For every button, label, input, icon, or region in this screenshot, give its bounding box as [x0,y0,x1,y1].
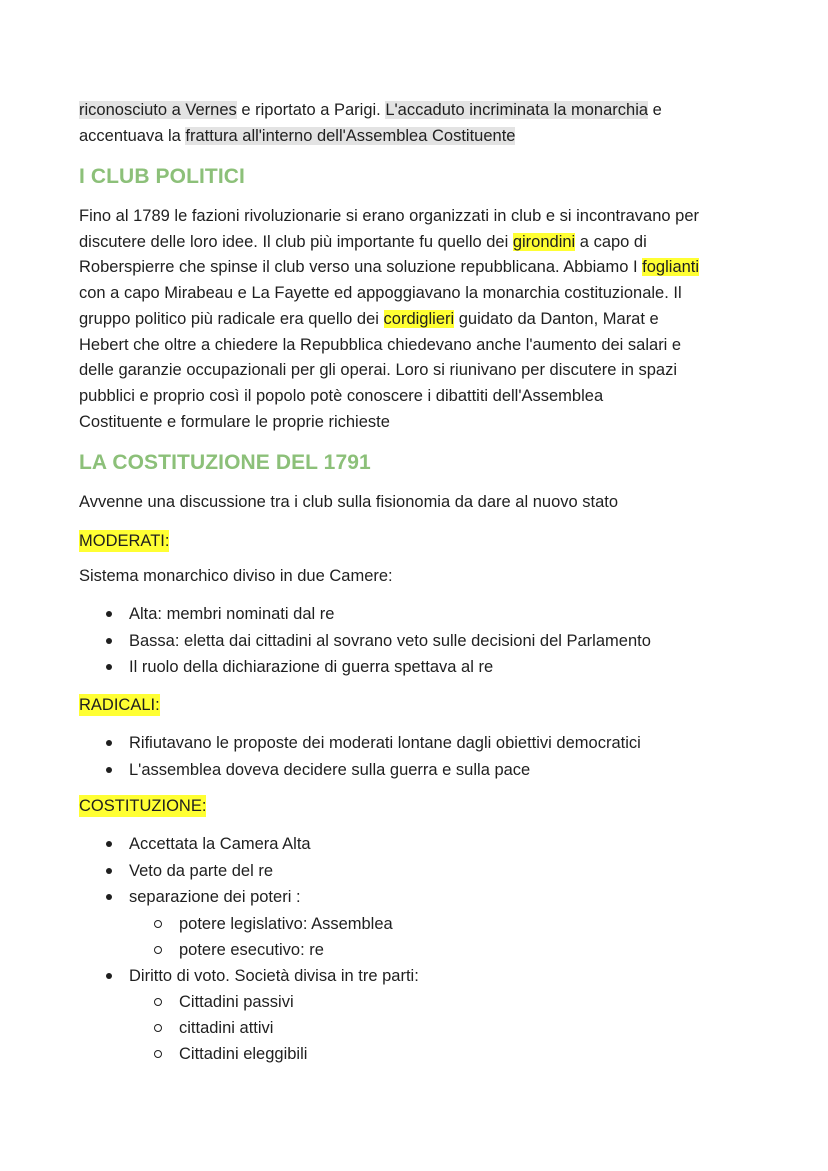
text-run: e riportato a Parigi. [236,101,386,119]
list-item-text: separazione dei poteri : [129,888,301,906]
club-line [79,358,759,384]
text-run: Roberspierre che spinse il club verso una soluzione repubblicana. Abbiamo I [79,258,643,277]
intro-line-2 [79,124,759,150]
list-item: Veto da parte del re [106,858,419,885]
sub-list-item: cittadini attivi [154,1015,419,1041]
text-run: pubblici e proprio così il popolo potè conoscere i dibattiti dell'Assemblea [79,386,604,405]
club-line [79,281,759,307]
cittadini-sublist [129,989,419,1067]
sub-list-item: potere legislativo: Assemblea [154,911,419,937]
club-line [79,410,759,436]
heading-costituzione-1791: LA COSTITUZIONE DEL 1791 [79,451,371,474]
list-item: L'assemblea doveva decidere sulla guerra e sulla pace [106,757,641,784]
highlight-gray: riconosciuto a Vernes [79,101,237,119]
radicali-list [106,730,641,783]
highlight-girondini: girondini [512,232,576,251]
list-item: Il ruolo della dichiarazione di guerra spettava al re [106,654,651,681]
highlight-cordiglieri: cordiglieri [383,309,455,328]
text-run: Costituente e formulare le proprie richieste [79,412,390,431]
label-moderati: MODERATI: [79,532,170,550]
intro-paragraph [79,98,759,149]
text-run: a capo di [575,232,647,251]
club-line [79,333,759,359]
text-run: con a capo Mirabeau e La Fayette ed appoggiavano la monarchia costituzionale. Il [79,284,682,303]
constitution-intro: Avvenne una discussione tra i club sulla fisionomia da dare al nuovo stato [79,493,619,511]
moderati-list [106,601,651,681]
text-run: guidato da Danton, Marat e [454,309,659,328]
sub-list-item: Cittadini passivi [154,989,419,1015]
highlight-foglianti: foglianti [642,258,700,277]
text-run: e [648,101,662,119]
club-paragraph [79,204,759,435]
club-line [79,230,759,256]
list-item-poteri [106,884,419,963]
text-run: discutere delle loro idee. Il club più importante fu quello dei [79,232,513,251]
club-line [79,384,759,410]
heading-club-politici: I CLUB POLITICI [79,165,245,188]
list-item-text: Diritto di voto. Società divisa in tre parti: [129,966,419,985]
club-line [79,204,759,230]
text-run: delle garanzie occupazionali per gli operai. Loro si riunivano per discutere in spazi [79,361,678,380]
text-run: gruppo politico più radicale era quello dei [79,309,384,328]
text-run: Hebert che oltre a chiedere la Repubblica chiedevano anche l'aumento dei salari e [79,335,682,354]
intro-line-1 [79,98,759,124]
text-run: accentuava la [79,126,186,145]
highlight-gray: L'accaduto incriminata la monarchia [385,101,649,119]
list-item: Alta: membri nominati dal re [106,601,651,628]
list-item: Bassa: eletta dai cittadini al sovrano veto sulle decisioni del Parlamento [106,628,651,655]
costituzione-list [106,831,419,1067]
label-radicali: RADICALI: [79,696,160,714]
sub-list-item: Cittadini eleggibili [154,1041,419,1067]
poteri-sublist [129,911,419,963]
list-item: Accettata la Camera Alta [106,831,419,858]
label-costituzione: COSTITUZIONE: [79,797,207,815]
highlight-gray: frattura all'interno dell'Assemblea Costituente [185,126,516,145]
text-run: Fino al 1789 le fazioni rivoluzionarie si erano organizzati in club e si incontravano per [79,207,700,225]
club-line [79,307,759,333]
moderati-text: Sistema monarchico diviso in due Camere: [79,567,393,585]
list-item: Rifiutavano le proposte dei moderati lontane dagli obiettivi democratici [106,730,641,757]
sub-list-item: potere esecutivo: re [154,937,419,963]
list-item-voto [106,963,419,1068]
club-line [79,255,759,281]
